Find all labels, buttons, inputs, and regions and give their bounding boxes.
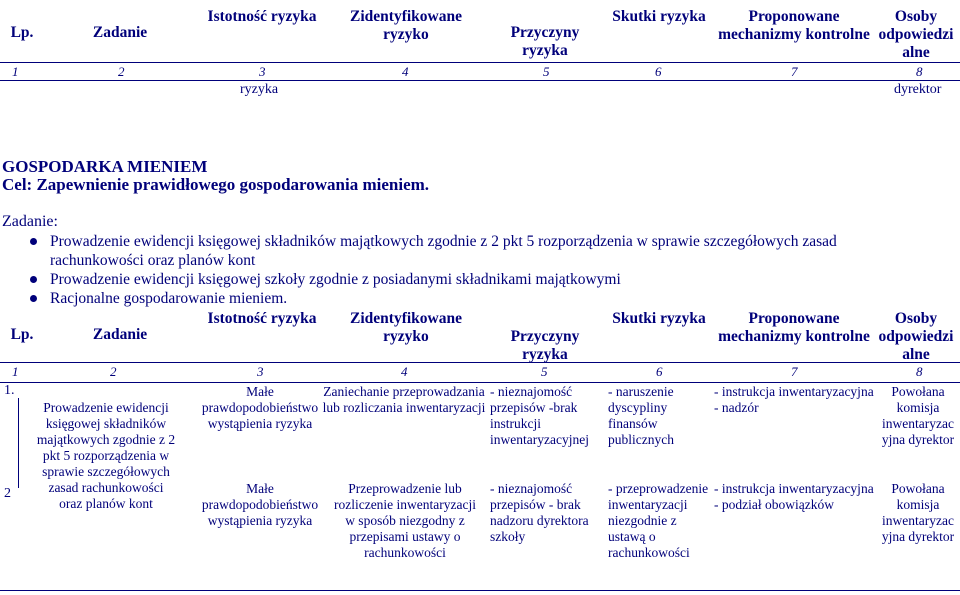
col-number-7: 7 bbox=[791, 364, 798, 379]
header-skutki: Skutki ryzyka bbox=[612, 8, 706, 25]
task-bullet: Racjonalne gospodarowanie mieniem. bbox=[0, 289, 900, 308]
row1-mechanizmy: - instrukcja inwentaryzacyjna - nadzór bbox=[714, 384, 874, 415]
header-zidentyfikowane: Zidentyfikowane ryzyko bbox=[350, 8, 462, 43]
row2-zidentyfikowane: Przeprowadzenie lub rozliczenie inwentaryzacji w sposób niezgodny z przepisami ustawy o rachunkowości bbox=[333, 481, 477, 560]
bullet-icon bbox=[30, 276, 37, 283]
row2-skutki: - przeprowadzenie inwentaryzacji niezgodnie z ustawą o rachunkowości bbox=[608, 481, 709, 560]
col-number-8: 8 bbox=[916, 64, 923, 79]
top-row-osoby: dyrektor bbox=[894, 82, 942, 97]
section-title: GOSPODARKA MIENIEM bbox=[2, 157, 208, 176]
col-number-6: 6 bbox=[655, 64, 662, 79]
header-lp: Lp. bbox=[10, 326, 34, 343]
header-osoby: Osoby odpowiedzi alne bbox=[878, 310, 954, 363]
header-zidentyfikowane: Zidentyfikowane ryzyko bbox=[350, 310, 462, 345]
col-number-5: 5 bbox=[541, 364, 548, 379]
task-bullet-list bbox=[0, 232, 900, 308]
row2-przyczyny: - nieznajomość przepisów - brak nadzoru dyrektora szkoły bbox=[490, 481, 589, 544]
header-zadanie: Zadanie bbox=[92, 24, 148, 41]
row-lp-1: 1. bbox=[4, 383, 15, 398]
col-number-3: 3 bbox=[257, 364, 264, 379]
row1-istotnosc: Małe prawdopodobieństwo wystąpienia ryzyka bbox=[201, 384, 319, 431]
section-goal: Cel: Zapewnienie prawidłowego gospodarowania mieniem. bbox=[2, 175, 430, 194]
col-number-2: 2 bbox=[118, 64, 125, 79]
task-bullet: Prowadzenie ewidencji księgowej składników majątkowych zgodnie z 2 pkt 5 rozporządzenia w sprawie szczegółowych zasad rachunkowości oraz planów kont bbox=[0, 232, 900, 270]
bullet-icon bbox=[30, 295, 37, 302]
col-number-4: 4 bbox=[402, 64, 409, 79]
col-number-2: 2 bbox=[110, 364, 117, 379]
header-istotnosc: Istotność ryzyka bbox=[207, 310, 317, 327]
col-number-6: 6 bbox=[656, 364, 663, 379]
row2-istotnosc: Małe prawdopodobieństwo wystąpienia ryzyka bbox=[201, 481, 319, 528]
col-number-5: 5 bbox=[543, 64, 550, 79]
header-mechanizmy: Proponowane mechanizmy kontrolne bbox=[718, 310, 870, 345]
header-przyczyny: Przyczyny ryzyka bbox=[510, 328, 580, 363]
header-zadanie: Zadanie bbox=[92, 326, 148, 343]
col-number-8: 8 bbox=[916, 364, 923, 379]
row1-przyczyny: - nieznajomość przepisów -brak instrukcji inwentaryzacyjnej bbox=[490, 384, 589, 447]
header-lp: Lp. bbox=[10, 24, 34, 41]
header-skutki: Skutki ryzyka bbox=[612, 310, 706, 327]
header-przyczyny: Przyczyny ryzyka bbox=[510, 24, 580, 59]
row1-skutki: - naruszenie dyscypliny finansów publicznych bbox=[608, 384, 674, 447]
col-number-1: 1 bbox=[12, 64, 19, 79]
col-number-7: 7 bbox=[791, 64, 798, 79]
header-mechanizmy: Proponowane mechanizmy kontrolne bbox=[718, 8, 870, 43]
row2-osoby: Powołana komisja inwentaryzac yjna dyrektor bbox=[881, 481, 955, 544]
header-osoby: Osoby odpowiedzi alne bbox=[878, 8, 954, 61]
col-number-1: 1 bbox=[12, 364, 19, 379]
col-number-4: 4 bbox=[401, 364, 408, 379]
row1-zidentyfikowane: Zaniechanie przeprowadzania lub rozliczania inwentaryzacji bbox=[322, 384, 486, 415]
row-lp-2: 2 bbox=[4, 486, 11, 501]
top-row-istotnosc: ryzyka bbox=[240, 82, 279, 97]
bullet-icon bbox=[30, 238, 37, 245]
col-number-3: 3 bbox=[259, 64, 266, 79]
row1-osoby: Powołana komisja inwentaryzac yjna dyrektor bbox=[881, 384, 955, 447]
task-bullet: Prowadzenie ewidencji księgowej szkoły zgodnie z posiadanymi składnikami majątkowymi bbox=[0, 270, 900, 289]
row2-mechanizmy: - instrukcja inwentaryzacyjna - podział obowiązków bbox=[714, 481, 874, 512]
task-cell: Prowadzenie ewidencji księgowej składników majątkowych zgodnie z 2 pkt 5 rozporządzenia w sprawie szczegółowych zasad rachunkowości oraz planów kont bbox=[36, 400, 176, 511]
task-label: Zadanie: bbox=[2, 213, 58, 230]
header-istotnosc: Istotność ryzyka bbox=[207, 8, 317, 25]
